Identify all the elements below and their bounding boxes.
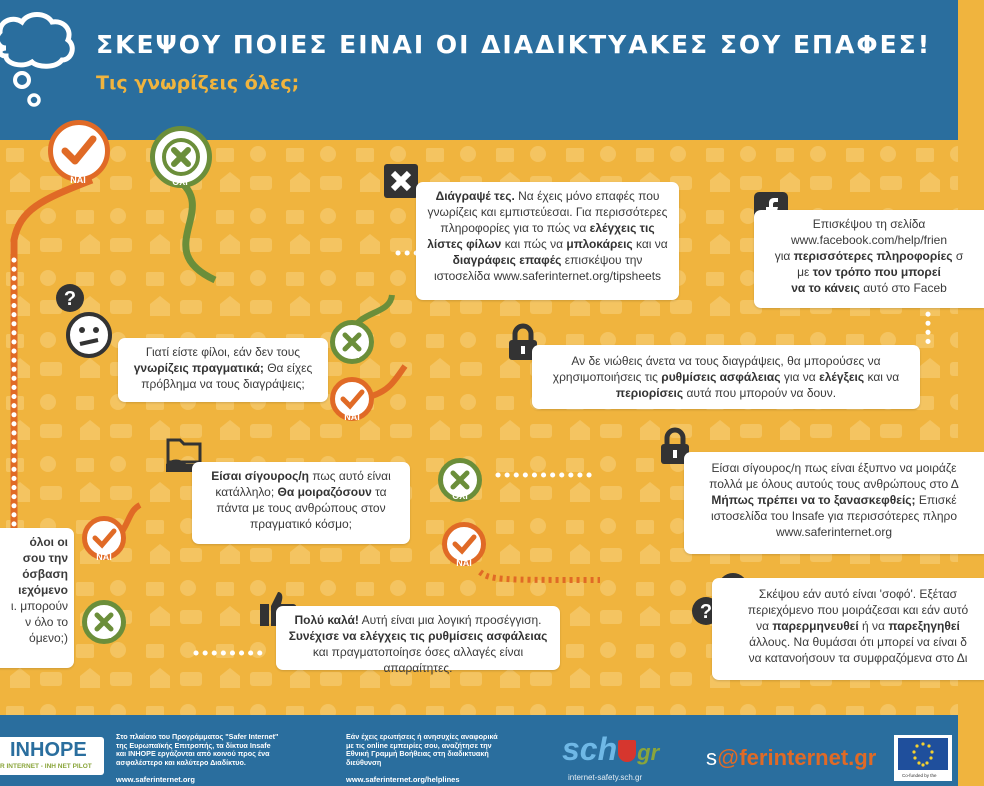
inhope-logo: INHOPE R INTERNET - INH NET PILOT: [0, 737, 104, 775]
confused-face-icon: [66, 312, 112, 358]
facebook-help-card: Επισκέψου τη σελίδα www.facebook.com/help/frien για περισσότερες πληροφορίες σ με τον τρόπο που μπορεί να το κάνεις αυτό στο Faceb: [754, 210, 984, 308]
check-icon: [447, 527, 481, 561]
helplines-link[interactable]: www.saferinternet.org/helplines: [346, 775, 460, 784]
smart-sharing-card: Είσαι σίγουρος/η πως είναι έξυπνο να μοιράζε πολλά με όλους αυτούς τους ανθρώπους στο Δ Μήπως πρέπει να το ξανασκεφθείς; Επισκέ ιστοσελίδα του Insafe για περισσότερες πληρο www.saferinternet.org: [684, 452, 984, 554]
check-icon: [53, 125, 105, 177]
svg-text:?: ?: [699, 601, 713, 623]
no-label: ΟΧΙ: [172, 177, 188, 187]
question-icon: [56, 284, 84, 312]
page-title: ΣΚΕΨΟΥ ΠΟΙΕΣ ΕΙΝΑΙ ΟΙ ΔΙΑΔΙΚΤΥΑΚΕΣ ΣΟΥ ΕΠΑΦΕΣ!: [96, 30, 932, 59]
thought-cloud-icon: [0, 8, 87, 123]
yes-label: ΝΑΙ: [456, 558, 472, 568]
sharing-check-card: Είσαι σίγουρος/η πως αυτό είναι κατάλληλο; Θα μοιραζόσουν τα πάντα με τους ανθρώπους στον πραγματικό κόσμο;: [192, 462, 410, 544]
header-banner: [0, 0, 958, 140]
no-label: ΟΧΙ: [452, 491, 468, 501]
footer-text-1: Στο πλαίσιο του Προγράμματος "Safer Internet" της Ευρωπαϊκής Επιτροπής, τα δίκτυα Insafe και INHOPE εργάζονται από κοινού προς ένα ασφαλέστερο και καλύτερο Διαδίκτυο.: [116, 732, 279, 767]
no-label: ΟΧΙ: [96, 630, 112, 640]
infographic-canvas: [0, 140, 969, 715]
svg-text:?: ?: [63, 288, 77, 310]
yes-label: ΝΑΙ: [70, 175, 86, 185]
privacy-settings-card: Αν δε νιώθεις άνετα να τους διαγράψεις, θα μπορούσες να χρησιμοποιήσεις τις ρυθμίσεις ασφάλειας για να ελέγξεις και να περιορίσεις αυτά που μπορούν να δουν.: [532, 345, 920, 409]
page-subtitle: Τις γνωρίζεις όλες;: [96, 72, 300, 94]
close-icon: [384, 164, 418, 198]
footer: [0, 715, 958, 786]
saferinternet-link[interactable]: www.saferinternet.org: [116, 775, 195, 784]
sch-logo: sch gr: [562, 731, 660, 767]
sch-url[interactable]: internet-safety.sch.gr: [568, 773, 643, 782]
yes-badge-top: [48, 120, 110, 182]
eu-flag: Co-funded by the: [894, 735, 952, 781]
yes-label: ΝΑΙ: [344, 412, 360, 422]
check-icon: [335, 382, 369, 416]
saferinternet-gr-logo: s@ferinternet.gr: [706, 745, 877, 770]
no-label: ΟΧΙ: [344, 350, 360, 360]
footer-text-2: Εάν έχεις ερωτήσεις ή ανησυχίες αναφορικά με τις online εμπειρίες σου, αναζήτησε την Εθνική Γραμμή Βοήθειας στη διαδικτυακή διεύθυνση: [346, 732, 498, 767]
cross-icon: [155, 131, 207, 183]
check-icon: [87, 521, 121, 555]
yes-label: ΝΑΙ: [96, 552, 112, 562]
eu-stars-icon: [894, 735, 952, 773]
left-partial-card: όλοι οι σου την όσβαση ιεχόμενο ι. μπορούν ν όλο το όμενο;): [0, 528, 74, 668]
real-friends-card: Γιατί είστε φίλοι, εάν δεν τους γνωρίζεις πραγματικά; Θα είχες πρόβλημα να τους διαγράψεις;: [118, 338, 328, 402]
shield-icon: [618, 740, 636, 762]
think-wise-card: Σκέψου εάν αυτό είναι 'σοφό'. Εξέτασ περιεχόμενο που μοιράζεσαι και εάν αυτό να παρερμηνευθεί ή να παρεξηγηθεί άλλους. Να θυμάσαι ότι μπορεί να είναι δ να κατανοήσουν τα συμφραζόμενα στο Δι: [712, 578, 984, 680]
good-approach-card: Πολύ καλά! Αυτή είναι μια λογική προσέγγιση. Συνέχισε να ελέγχεις τις ρυθμίσεις ασφάλειας και πραγματοποίησε όσες αλλαγές είναι απαραίτητες.: [276, 606, 560, 670]
delete-contacts-card: Διάγραψέ τες. Να έχεις μόνο επαφές που γνωρίζεις και εμπιστεύεσαι. Για περισσότερες πληροφορίες για το πώς να ελέγχεις τις λίστες φίλων και πώς να μπλοκάρεις και να διαγράφεις επαφές επισκέψου την ιστοσελίδα www.saferinternet.org/tipsheets: [416, 182, 679, 300]
